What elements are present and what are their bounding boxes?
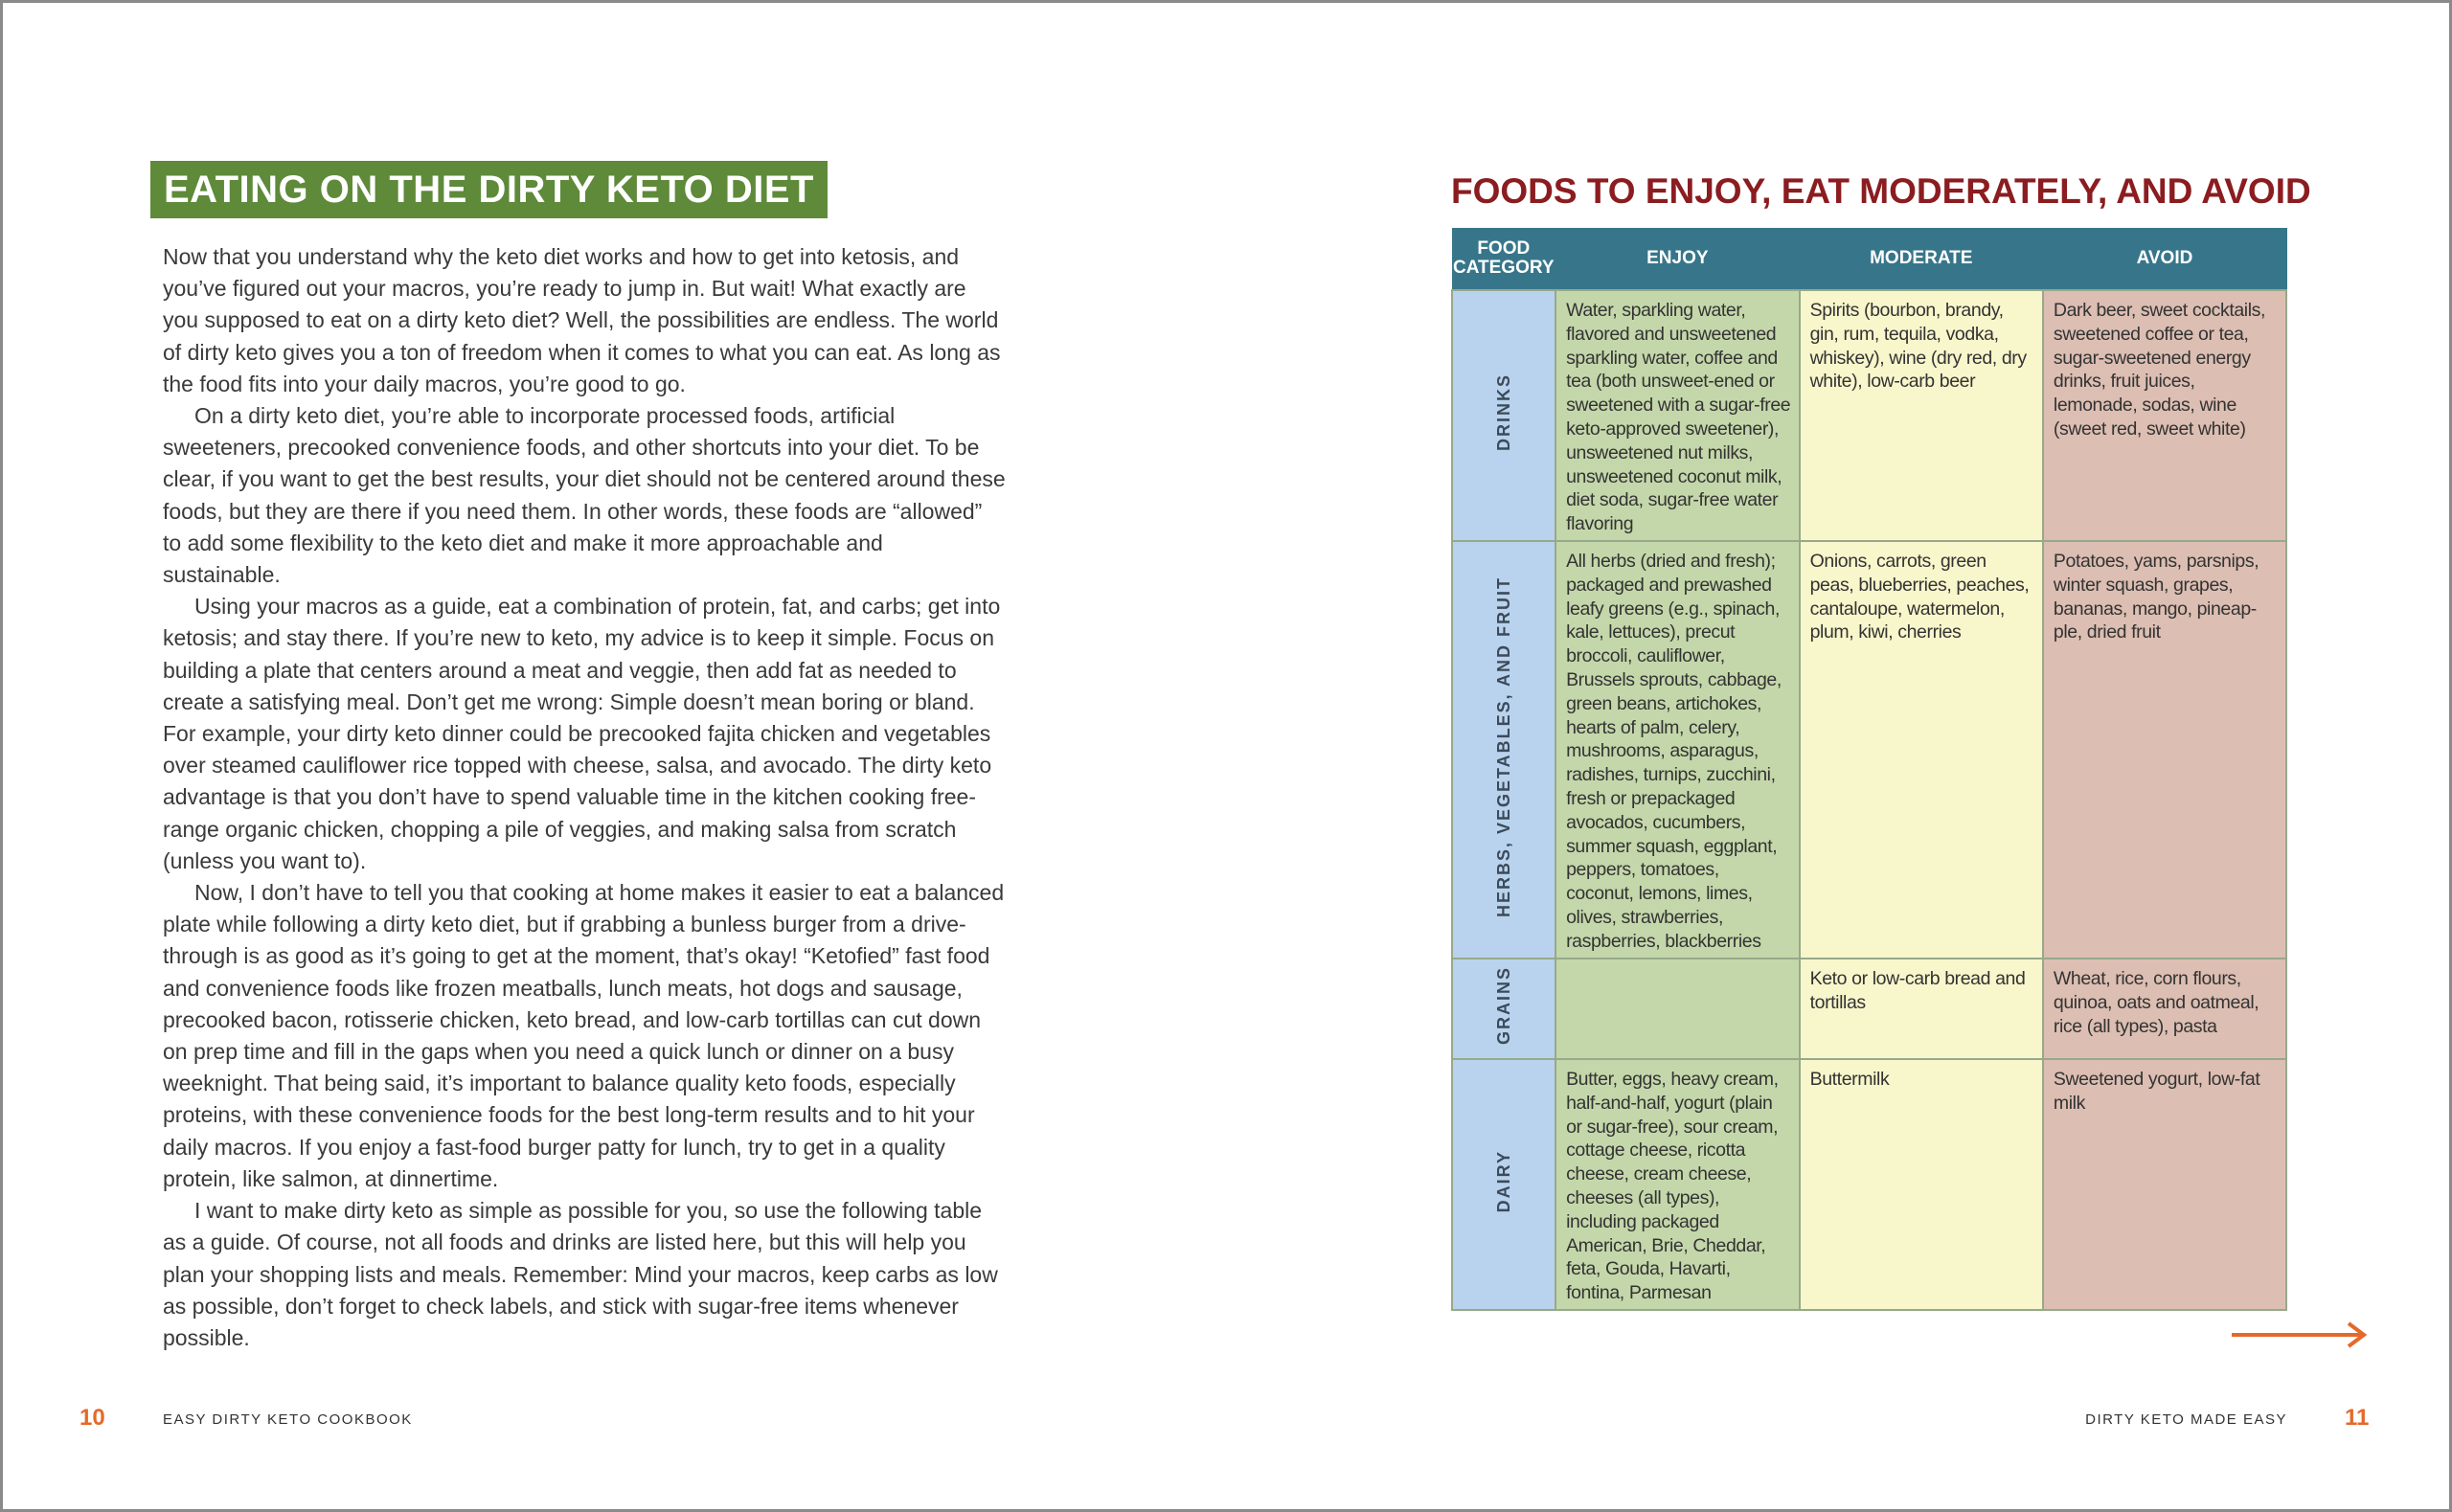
moderate-cell: Spirits (bourbon, brandy, gin, rum, tequila, vodka, whiskey), wine (dry red, dry white), low-carb beer	[1800, 290, 2043, 541]
paragraph: I want to make dirty keto as simple as possible for you, so use the following table as a guide. Of course, not all foods and drinks are listed here, but this will help you plan your shopping lists and meals. Remember: Mind your macros, keep carbs as low as possible, don’t forget to check labels, and stick with sugar-free items whenever possible.	[163, 1198, 998, 1350]
food-table	[1451, 228, 2287, 1311]
table-header-row	[1452, 228, 2286, 290]
table-row	[1452, 1059, 2286, 1310]
avoid-cell: Wheat, rice, corn flours, quinoa, oats and oatmeal, rice (all types), pasta	[2043, 959, 2286, 1059]
paragraph: Now, I don’t have to tell you that cooking at home makes it easier to eat a balanced plate while following a dirty keto diet, but if grabbing a bunless burger from a drive-through is as good as it’s going to get at the moment, that’s okay! “Ketofied” fast food and convenience foods like frozen meatballs, lunch meats, hot dogs and sausage, precooked bacon, rotisserie chicken, keto bread, and low-carb tortillas can cut down on prep time and fill in the gaps when you need a quick lunch or dinner on a busy weeknight. That being said, it’s important to balance quality keto foods, especially proteins, with these convenience foods for the best long-term results and to hit your daily macros. If you enjoy a fast-food burger patty for lunch, try to get in a quality protein, like salmon, at dinnertime.	[163, 880, 1005, 1191]
table-row	[1452, 290, 2286, 541]
header-moderate: MODERATE	[1800, 228, 2043, 290]
category-cell	[1452, 290, 1555, 541]
section-title: EATING ON THE DIRTY KETO DIET	[150, 161, 828, 218]
running-footer-right: DIRTY KETO MADE EASY	[2085, 1411, 2287, 1428]
category-cell	[1452, 541, 1555, 959]
category-label: DRINKS	[1493, 373, 1513, 452]
category-cell	[1452, 959, 1555, 1059]
category-label: DAIRY	[1493, 1149, 1513, 1213]
running-footer-left: EASY DIRTY KETO COOKBOOK	[163, 1411, 413, 1428]
category-cell	[1452, 1059, 1555, 1310]
avoid-cell: Sweetened yogurt, low-fat milk	[2043, 1059, 2286, 1310]
enjoy-cell: All herbs (dried and fresh); packaged and prewashed leafy greens (e.g., spinach, kale, lettuces), precut broccoli, cauliflower, Brussels sprouts, cabbage, green beans, artichokes, hearts of palm, celery, mushrooms, asparagus, radishes, turnips, zucchini, fresh or prepackaged avocados, cucumbers, summer squash, eggplant, peppers, tomatoes, coconut, lemons, limes, olives, strawberries, raspberries, blackberries	[1555, 541, 1800, 959]
moderate-cell: Buttermilk	[1800, 1059, 2043, 1310]
paragraph: On a dirty keto diet, you’re able to incorporate processed foods, artificial sweeteners, precooked convenience foods, and other shortcuts into your diet. To be clear, if you want to get the best results, your diet should not be centered around these foods, but they are there if you need them. In other words, these foods are “allowed” to add some flexibility to the keto diet and make it more approachable and sustainable.	[163, 403, 1006, 588]
enjoy-cell: Butter, eggs, heavy cream, half-and-half, yogurt (plain or sugar-free), sour cream, cottage cheese, ricotta cheese, cream cheese, cheeses (all types), including packaged American, Brie, Cheddar, feta, Gouda, Havarti, fontina, Parmesan	[1555, 1059, 1800, 1310]
page-number-left: 10	[79, 1405, 105, 1431]
table-row	[1452, 959, 2286, 1059]
table-title: FOODS TO ENJOY, EAT MODERATELY, AND AVOID	[1451, 171, 2311, 211]
table-row	[1452, 541, 2286, 959]
avoid-cell: Dark beer, sweet cocktails, sweetened coffee or tea, sugar-sweetened energy drinks, fruit juices, lemonade, sodas, wine (sweet red, sweet white)	[2043, 290, 2286, 541]
enjoy-cell: Water, sparkling water, flavored and unsweetened sparkling water, coffee and tea (both unsweet-ened or sweetened with a sugar-free keto-approved sweetener), unsweetened nut milks, unsweetened coconut milk, diet soda, sugar-free water flavoring	[1555, 290, 1800, 541]
header-enjoy: ENJOY	[1555, 228, 1800, 290]
category-label: HERBS, VEGETABLES, AND FRUIT	[1493, 575, 1513, 917]
body-text	[163, 241, 1006, 1354]
header-avoid: AVOID	[2043, 228, 2286, 290]
page-number-right: 11	[2345, 1405, 2370, 1431]
avoid-cell: Potatoes, yams, parsnips, winter squash, grapes, bananas, mango, pineap-ple, dried fruit	[2043, 541, 2286, 959]
enjoy-cell	[1555, 959, 1800, 1059]
paragraph: Now that you understand why the keto diet works and how to get into ketosis, and you’ve figured out your macros, you’re ready to jump in. But wait! What exactly are you supposed to eat on a dirty keto diet? Well, the possibilities are endless. The world of dirty keto gives you a ton of freedom when it comes to what you can eat. As long as the food fits into your daily macros, you’re good to go.	[163, 244, 1001, 396]
moderate-cell: Onions, carrots, green peas, blueberries, peaches, cantaloupe, watermelon, plum, kiwi, cherries	[1800, 541, 2043, 959]
header-food-category: FOOD CATEGORY	[1452, 228, 1555, 290]
category-label: GRAINS	[1493, 966, 1513, 1046]
arrow-right-icon[interactable]	[2230, 1321, 2368, 1348]
moderate-cell: Keto or low-carb bread and tortillas	[1800, 959, 2043, 1059]
paragraph: Using your macros as a guide, eat a combination of protein, fat, and carbs; get into ketosis; and stay there. If you’re new to keto, my advice is to keep it simple. Focus on building a plate that centers around a meat and veggie, then add fat as needed to create a satisfying meal. Don’t get me wrong: Simple doesn’t mean boring or bland. For example, your dirty keto dinner could be precooked fajita chicken and vegetables over steamed cauliflower rice topped with cheese, salsa, and avocado. The dirty keto advantage is that you don’t have to spend valuable time in the kitchen cooking free-range organic chicken, chopping a pile of veggies, and making salsa from scratch (unless you want to).	[163, 594, 1001, 873]
